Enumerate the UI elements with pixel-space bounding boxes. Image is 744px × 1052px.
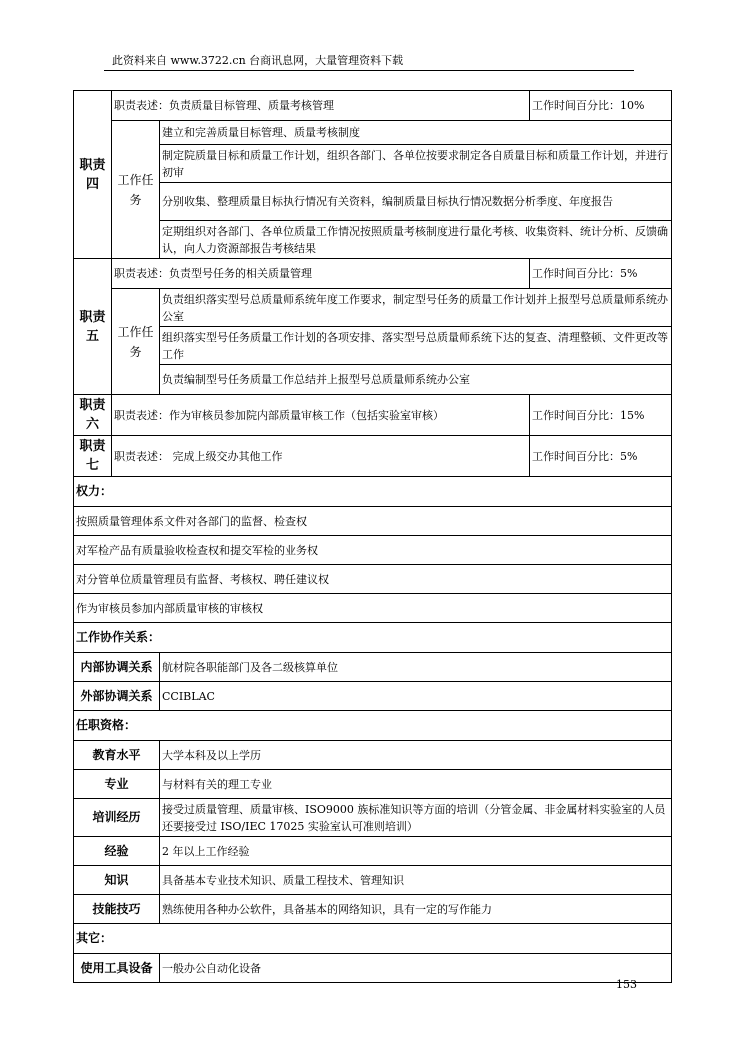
duty-5-task: 组织落实型号任务质量工作计划的各项安排、落实型号总质量师系统下达的复查、清理整顿、文件更改等工作 [160, 327, 672, 365]
duty-4-task: 建立和完善质量目标管理、质量考核制度 [160, 121, 672, 145]
page-header: 此资料来自 www.3722.cn 台商讯息网，大量管理资料下载 [112, 54, 404, 67]
qualification-value: 具备基本专业技术知识、质量工程技术、管理知识 [160, 866, 672, 895]
duty-4-task-label: 工作任务 [112, 121, 160, 259]
duty-4-task: 分别收集、整理质量目标执行情况有关资料，编制质量目标执行情况数据分析季度、年度报告 [160, 183, 672, 221]
qualification-label: 培训经历 [74, 799, 160, 837]
qualification-label: 知识 [74, 866, 160, 895]
duty-5-label: 职责五 [74, 259, 112, 395]
power-item: 作为审核员参加内部质量审核的审核权 [74, 594, 672, 623]
duty-4-time: 工作时间百分比：10% [530, 91, 672, 121]
job-description-table [73, 90, 672, 983]
qualification-label: 教育水平 [74, 741, 160, 770]
qualification-value: 与材料有关的理工专业 [160, 770, 672, 799]
duty-4-task: 制定院质量目标和质量工作计划，组织各部门、各单位按要求制定各自质量目标和质量工作计划，并进行初审 [160, 145, 672, 183]
duty-5-task-label: 工作任务 [112, 289, 160, 395]
duty-4-label: 职责四 [74, 91, 112, 259]
power-item: 对军检产品有质量验收检查权和提交军检的业务权 [74, 536, 672, 565]
duty-6-time: 工作时间百分比：15% [530, 395, 672, 436]
duty-5-time: 工作时间百分比：5% [530, 259, 672, 289]
qualification-value: 接受过质量管理、质量审核、ISO9000 族标准知识等方面的培训（分管金属、非金属材料实验室的人员还要接受过 ISO/IEC 17025 实验室认可准则培训） [160, 799, 672, 837]
tools-value: 一般办公自动化设备 [160, 954, 672, 983]
qualification-label: 经验 [74, 837, 160, 866]
internal-relation-value: 航材院各职能部门及各二级核算单位 [160, 653, 672, 682]
duty-7-summary: 职责表述： 完成上级交办其他工作 [112, 436, 530, 477]
power-item: 对分管单位质量管理员有监督、考核权、聘任建议权 [74, 565, 672, 594]
external-relation-label: 外部协调关系 [74, 682, 160, 711]
section-relations-title: 工作协作关系： [74, 623, 672, 653]
qualification-value: 大学本科及以上学历 [160, 741, 672, 770]
duty-5-task: 负责组织落实型号总质量师系统年度工作要求，制定型号任务的质量工作计划并上报型号总质量师系统办公室 [160, 289, 672, 327]
duty-6-summary: 职责表述：作为审核员参加院内部质量审核工作（包括实验室审核） [112, 395, 530, 436]
duty-4-task: 定期组织对各部门、各单位质量工作情况按照质量考核制度进行量化考核、收集资料、统计分析、反馈确认，向人力资源部报告考核结果 [160, 221, 672, 259]
page-number: 153 [616, 978, 637, 991]
power-item: 按照质量管理体系文件对各部门的监督、检查权 [74, 507, 672, 536]
section-qualifications-title: 任职资格： [74, 711, 672, 741]
qualification-value: 2 年以上工作经验 [160, 837, 672, 866]
external-relation-value: CCIBLAC [160, 682, 672, 711]
duty-5-summary: 职责表述：负责型号任务的相关质量管理 [112, 259, 530, 289]
duty-6-label: 职责六 [74, 395, 112, 436]
duty-7-time: 工作时间百分比：5% [530, 436, 672, 477]
duty-4-summary: 职责表述：负责质量目标管理、质量考核管理 [112, 91, 530, 121]
duty-7-label: 职责七 [74, 436, 112, 477]
qualification-label: 技能技巧 [74, 895, 160, 924]
internal-relation-label: 内部协调关系 [74, 653, 160, 682]
tools-label: 使用工具设备 [74, 954, 160, 983]
header-divider [104, 70, 634, 71]
qualification-label: 专业 [74, 770, 160, 799]
section-powers-title: 权力： [74, 477, 672, 507]
section-other-title: 其它： [74, 924, 672, 954]
qualification-value: 熟练使用各种办公软件，具备基本的网络知识，具有一定的写作能力 [160, 895, 672, 924]
duty-5-task: 负责编制型号任务质量工作总结并上报型号总质量师系统办公室 [160, 365, 672, 395]
